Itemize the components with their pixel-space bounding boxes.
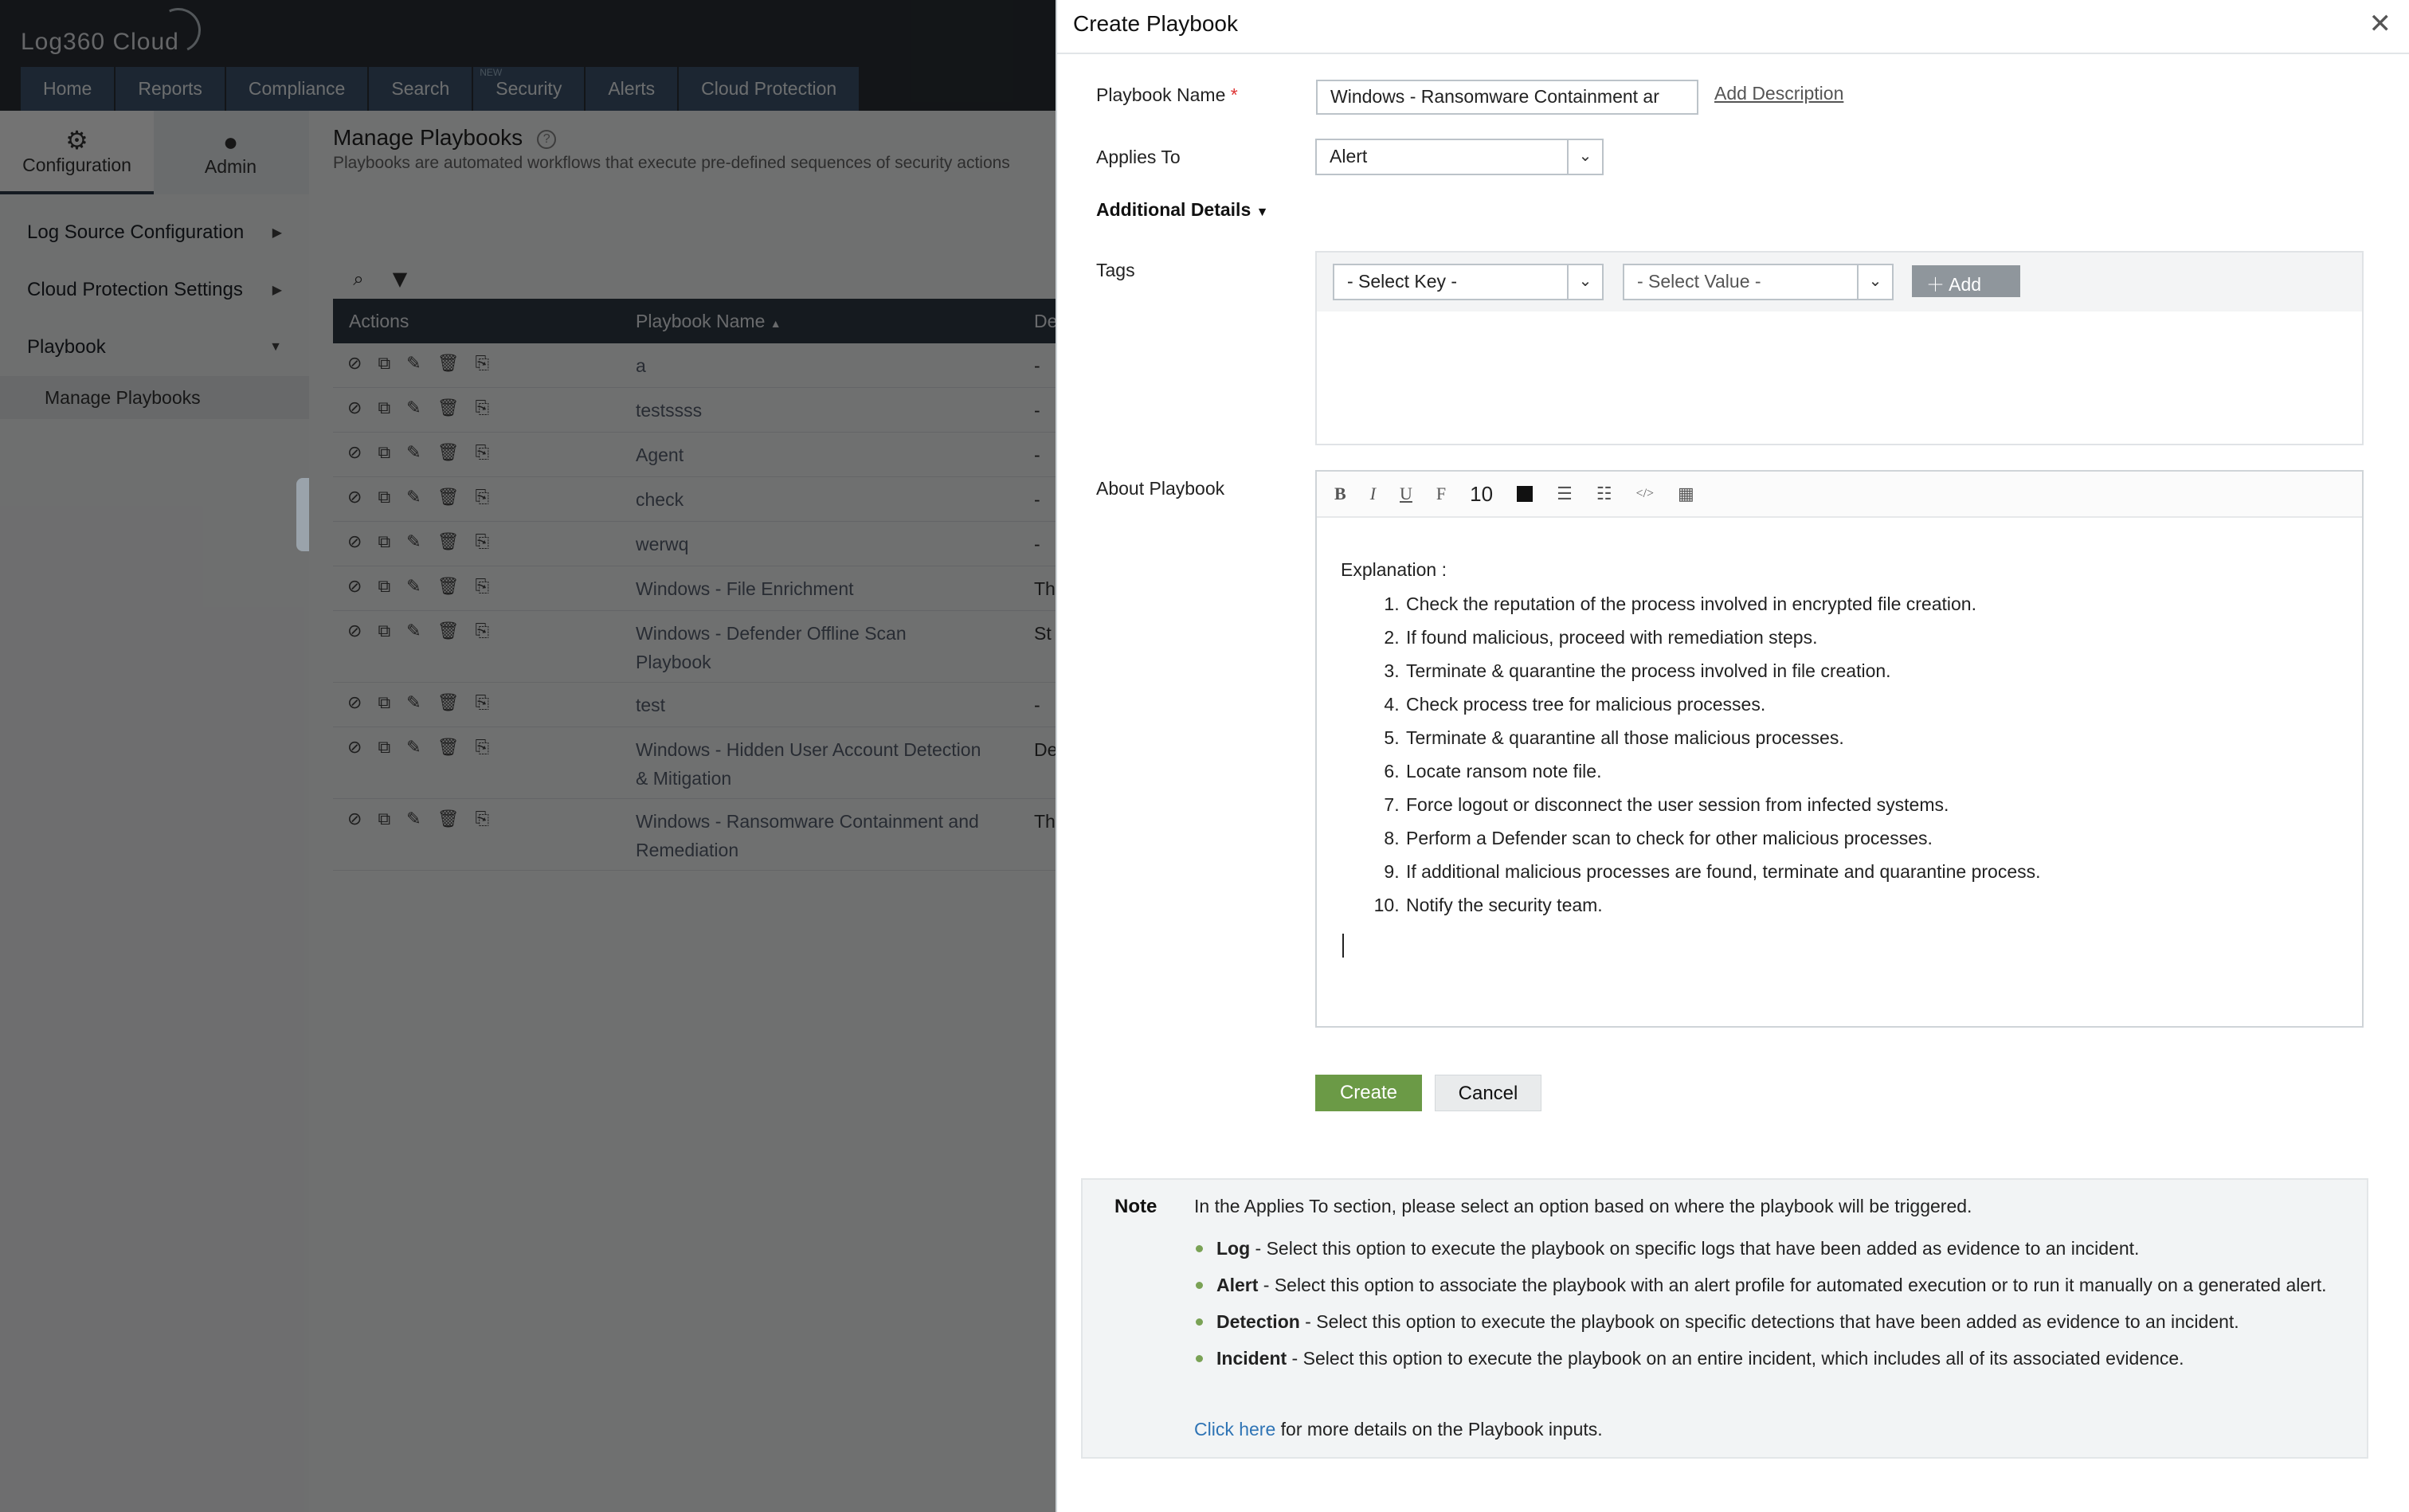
additional-details-label: Additional Details — [1096, 199, 1252, 220]
text-color-icon[interactable] — [1517, 486, 1533, 502]
playbook-name-input[interactable]: Windows - Ransomware Containment ar — [1316, 80, 1698, 115]
rich-text-editor[interactable] — [1315, 470, 2364, 1028]
list-item: 1. Check the reputation of the process involved in encrypted file creation. — [1404, 587, 2041, 621]
note-text: - Select this option to execute the playbook on specific logs that have been added as evidence to an incident. — [1250, 1238, 2140, 1259]
click-here-link[interactable]: Click here — [1194, 1419, 1276, 1440]
playbook-name-label-text: Playbook Name — [1096, 84, 1226, 105]
note-footer-text: for more details on the Playbook inputs. — [1275, 1419, 1603, 1440]
panel-title: Create Playbook — [1073, 11, 1239, 36]
cancel-button[interactable]: Cancel — [1435, 1075, 1541, 1111]
list-item: 6. Locate ransom note file. — [1404, 754, 2041, 788]
note-list — [1194, 1234, 2357, 1381]
plus-icon: ＋ — [1926, 274, 1945, 295]
align-icon[interactable]: ☰ — [1557, 484, 1573, 503]
steps-list — [1404, 587, 2041, 922]
additional-details-toggle[interactable] — [1096, 199, 1268, 221]
add-tag-label: Add — [1949, 274, 1982, 295]
tags-bar — [1317, 253, 2362, 311]
caret-down-icon: ▼ — [1255, 206, 1269, 219]
create-button[interactable]: Create — [1315, 1075, 1422, 1111]
list-item: 5. Terminate & quarantine all those malicious processes. — [1404, 721, 2041, 754]
add-tag-button[interactable] — [1912, 265, 2020, 297]
select-value-text: - Select Value - — [1637, 271, 1761, 292]
italic-icon[interactable]: I — [1369, 484, 1377, 503]
note-term: Alert — [1216, 1275, 1259, 1295]
select-key-dropdown[interactable] — [1333, 264, 1604, 300]
select-key-text: - Select Key - — [1347, 271, 1458, 292]
table-icon[interactable]: ▦ — [1678, 484, 1694, 503]
panel-header — [1057, 0, 2409, 54]
list-item: 8. Perform a Defender scan to check for other malicious processes. — [1404, 821, 2041, 855]
chevron-down-icon: ⌄ — [1857, 265, 1892, 299]
select-value-dropdown[interactable] — [1623, 264, 1894, 300]
explanation-heading: Explanation : — [1341, 559, 1447, 580]
list-item — [1194, 1234, 2357, 1263]
list-item: 3. Terminate & quarantine the process involved in file creation. — [1404, 654, 2041, 687]
required-mark: * — [1230, 84, 1238, 105]
list-item — [1194, 1271, 2357, 1299]
tags-label: Tags — [1096, 260, 1135, 280]
bold-icon[interactable]: B — [1334, 484, 1346, 503]
note-intro: In the Applies To section, please select an option based on where the playbook will be triggered. — [1194, 1196, 1972, 1216]
list-item — [1194, 1307, 2357, 1336]
note-term: Log — [1216, 1238, 1251, 1259]
close-icon[interactable]: ✕ — [2368, 8, 2391, 40]
font-family-icon[interactable]: F — [1436, 484, 1447, 503]
add-description-link[interactable]: Add Description — [1714, 83, 1844, 104]
chevron-down-icon: ⌄ — [1567, 140, 1602, 174]
list-item: 7. Force logout or disconnect the user session from infected systems. — [1404, 788, 2041, 821]
list-item — [1194, 1344, 2357, 1373]
list-item: 10. Notify the security team. — [1404, 888, 2041, 922]
applies-to-value: Alert — [1330, 146, 1368, 166]
note-text: - Select this option to execute the playbook on specific detections that have been added as evidence to an incident. — [1299, 1311, 2239, 1332]
applies-to-select[interactable] — [1315, 139, 1604, 175]
note-heading: Note — [1114, 1196, 1157, 1217]
panel-resize-handle[interactable] — [296, 478, 309, 551]
list-item: 9. If additional malicious processes are found, terminate and quarantine process. — [1404, 855, 2041, 888]
playbook-name-label — [1096, 84, 1238, 106]
modal-overlay[interactable] — [0, 0, 1060, 1512]
list-item: 2. If found malicious, proceed with remediation steps. — [1404, 621, 2041, 654]
tags-box — [1315, 251, 2364, 445]
chevron-down-icon: ⌄ — [1567, 265, 1602, 299]
note-term: Detection — [1216, 1311, 1300, 1332]
about-playbook-label: About Playbook — [1096, 478, 1225, 499]
background-app — [0, 0, 1060, 1512]
underline-icon[interactable]: U — [1400, 484, 1412, 503]
font-size-select[interactable]: 10 — [1470, 481, 1494, 506]
note-text: - Select this option to associate the playbook with an alert profile for automated execution or to run it manually on a generated alert. — [1258, 1275, 2327, 1295]
applies-to-label: Applies To — [1096, 147, 1181, 167]
note-box — [1081, 1178, 2368, 1459]
note-text: - Select this option to execute the playbook on an entire incident, which includes all of its associated evidence. — [1287, 1348, 2184, 1369]
editor-toolbar — [1317, 472, 2362, 518]
text-cursor — [1342, 934, 1344, 958]
editor-content — [1341, 559, 2041, 922]
code-icon[interactable]: </> — [1635, 487, 1655, 500]
list-item: 4. Check process tree for malicious processes. — [1404, 687, 2041, 721]
create-playbook-panel — [1056, 0, 2409, 1512]
note-term: Incident — [1216, 1348, 1287, 1369]
list-icon[interactable]: ☷ — [1596, 484, 1612, 503]
note-footer — [1194, 1419, 1603, 1440]
